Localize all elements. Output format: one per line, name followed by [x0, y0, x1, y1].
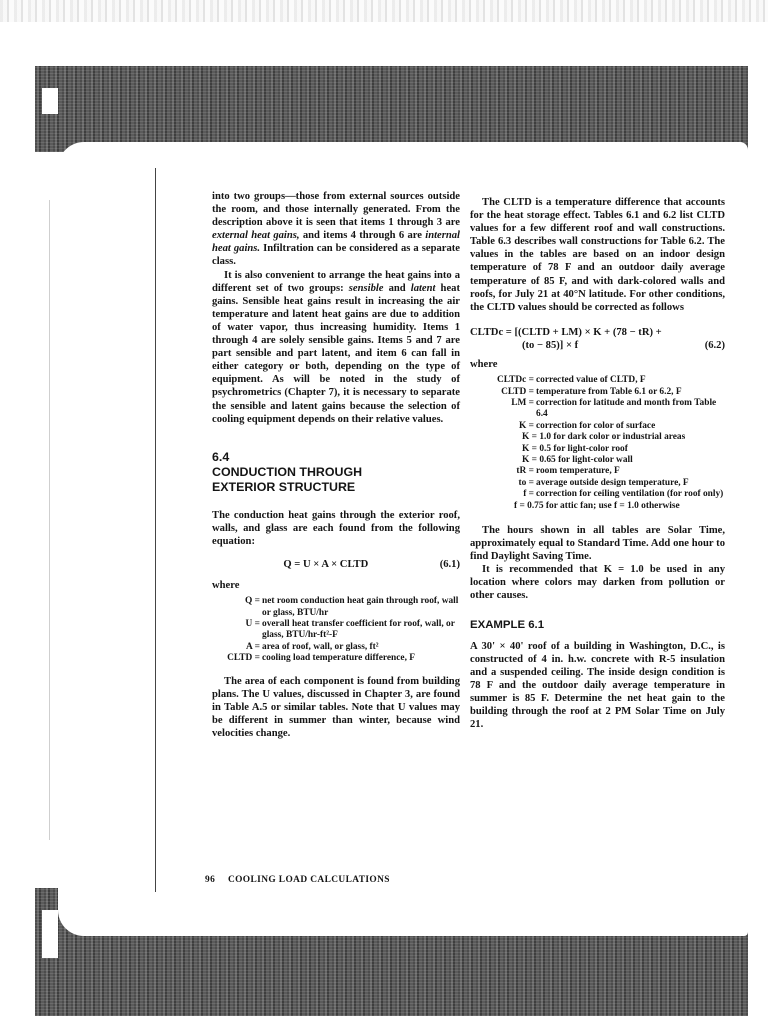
f-value: f = 0.75 for attic fan; use f = 1.0 otherwise [514, 500, 680, 511]
k-value: K = 0.5 for light-color roof [522, 443, 628, 454]
section-heading [212, 450, 460, 495]
example-text: A 30' × 40' roof of a building in Washington, D.C., is constructed of 4 in. h.w. concrete with R-5 insulation and a suspended ceiling. The inside design condition is 78 F and the outdoor daily average temperature in summer is 85 F. Determine the net heat gain to the building through the roof at 2 PM Solar Time on July 21. [470, 640, 725, 731]
variable-definitions [212, 596, 460, 664]
page-gutter-edge [155, 168, 156, 892]
section-number: 6.4 [212, 449, 230, 464]
where-label: where [470, 359, 498, 371]
variable-definitions [470, 375, 725, 512]
definition-row: K = correction for color of surface [519, 420, 656, 431]
definition-row: f = correction for ceiling ventilation (for roof only) [523, 489, 724, 500]
right-column [470, 196, 725, 731]
paragraph: It is also convenient to arrange the heat gains into a different set of two groups: sensible and latent heat gains. Sensible heat gains result in increasing the air temperature and latent heat gains are due to addition of water vapor, thus increasing humidity. Items 1 through 4 are solely sensible gains. Items 5 and 7 are part sensible and part latent, and item 6 can fall in either category or both, depending on the type of equipment. As will be noted in the study of psychrometrics (Chapter 7), it is necessary to separate the sensible and latent gains because the selection of cooling equipment depends on their relative values. [212, 269, 460, 425]
definition-row: A = area of roof, wall, or glass, ft² [246, 641, 379, 652]
equation-6-2 [470, 326, 725, 352]
running-title: COOLING LOAD CALCULATIONS [227, 875, 390, 885]
paragraph: The area of each component is found from building plans. The U values, discussed in Chapter 3, are found in Table A.5 or similar tables. Note that U values may be different in summer than winter, because wind velocities change. [212, 675, 460, 739]
equation-line-1: CLTDc = [(CLTD + LM) × K + (78 − tR) + [470, 326, 662, 338]
example-heading: EXAMPLE 6.1 [470, 618, 545, 631]
section-title-line-2: EXTERIOR STRUCTURE [212, 479, 356, 494]
scanner-shadow-top [35, 66, 748, 152]
paragraph: The conduction heat gains through the exterior roof, walls, and glass are each found from the following equation: [212, 509, 460, 547]
equation-text: Q = U × A × CLTD [283, 558, 369, 570]
definition-row: CLTD = cooling load temperature difference, F [227, 653, 416, 664]
definition-row: to = average outside design temperature, F [518, 477, 689, 488]
paragraph: It is recommended that K = 1.0 be used in any location where colors may darken from pollution or other causes. [470, 564, 725, 602]
binder-hole-bottom [42, 910, 58, 958]
binder-line [49, 200, 50, 840]
binder-hole-top [42, 88, 58, 114]
definition-row: CLTD = temperature from Table 6.1 or 6.2, F [501, 386, 682, 397]
where-label: where [212, 580, 240, 592]
paragraph: into two groups—those from external sources outside the room, and those internally generated. From the description above it is seen that items 1 through 3 are external heat gains, and items 4 through 6 are internal heat gains. Infiltration can be considered as a separate class. [212, 191, 461, 268]
definition-row: Q = net room conduction heat gain through roof, wall or glass, BTU/hr [245, 596, 459, 618]
page-number: 96 [205, 875, 216, 885]
definition-row: LM = correction for latitude and month from Table 6.4 [511, 397, 717, 420]
equation-number: (6.2) [704, 339, 725, 351]
equation-6-1 [212, 558, 460, 571]
left-column [212, 190, 460, 740]
paragraph: The CLTD is a temperature difference that accounts for the heat storage effect. Tables 6.1 and 6.2 list CLTD values for a few different roof and wall constructions. Table 6.3 describes wall constructions for Table 6.2. The values in the tables are based on an indoor design temperature of 78 F and an outdoor daily average temperature of 85 F, and with dark-colored walls and roofs, for July 21 at 40°N latitude. For other conditions, the CLTD values should be corrected as follows [470, 197, 725, 313]
k-value: K = 1.0 for dark color or industrial areas [522, 432, 686, 443]
section-title-line-1: CONDUCTION THROUGH [212, 464, 363, 479]
equation-line-2: (to − 85)] × f [522, 339, 579, 351]
k-value: K = 0.65 for light-color wall [522, 454, 633, 465]
definition-row: U = overall heat transfer coefficient for roof, wall, or glass, BTU/hr-ft²-F [245, 618, 455, 641]
scan-noise-top [0, 0, 768, 22]
equation-number: (6.1) [439, 558, 460, 570]
definition-row: CLTDc = corrected value of CLTD, F [496, 375, 646, 386]
paragraph: The hours shown in all tables are Solar Time, approximately equal to Standard Time. Add one hour to find Daylight Saving Time. [470, 525, 725, 563]
page-footer [205, 875, 390, 885]
definition-row: tR = room temperature, F [516, 466, 620, 477]
